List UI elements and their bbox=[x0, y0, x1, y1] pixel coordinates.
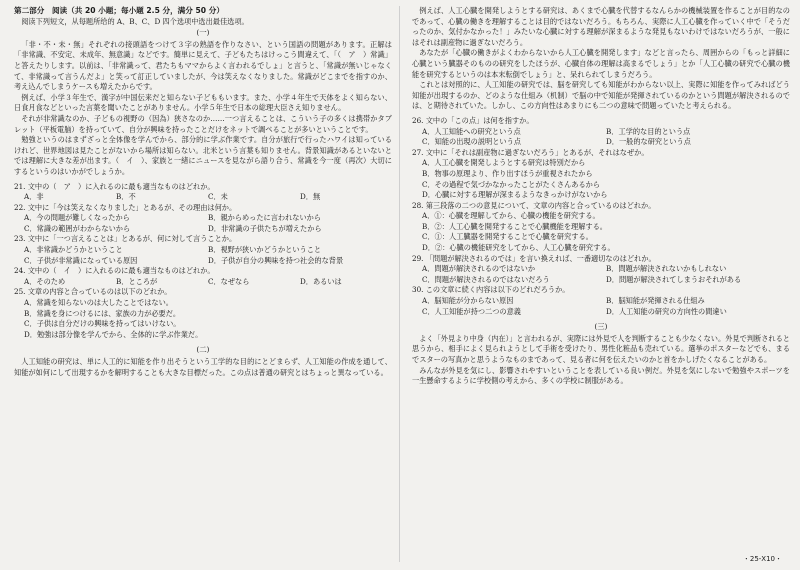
left-column bbox=[14, 6, 392, 378]
option-b[interactable]: B．不 bbox=[116, 192, 136, 202]
options bbox=[412, 211, 790, 253]
option-a[interactable]: A．今の問題が難しくなったから bbox=[24, 213, 130, 223]
question-28 bbox=[412, 201, 790, 254]
option-a[interactable]: A．常識を知らないのは大したことではない。 bbox=[24, 298, 173, 308]
question-27 bbox=[412, 148, 790, 201]
passage1-p1: 「非・不・未・無」それぞれの接頭語をつけて３字の熟語を作りなさい、という国語の問題があります。正解は「非常識、不安定、未成年、無意識」などです。簡単に見えて、子どもたちはけっこう間違えて、「（ ア ）常識」と答えたりします。以前は、「非常識って、君たちもママからよく言われるでしょ」と言うと、「常識が無いじゃなくて、非常識って言うんだよ」と笑って訂正していましたが、今は笑えなくなりました。常識がどこまでを指すのか、考え込んでしまうケースも増えたからです。 bbox=[14, 39, 392, 92]
question-text: 30. この文章に続く内容は以下のどれだろうか。 bbox=[412, 285, 570, 295]
passage2-label: (二) bbox=[196, 345, 210, 355]
passage3-label: (三) bbox=[594, 322, 608, 332]
question-29 bbox=[412, 254, 790, 286]
option-d[interactable]: D．問題が解決されてしまうおそれがある bbox=[606, 274, 742, 284]
passage1-p3: それが非常識なのか、子どもの視野の（因為）狭さなのか……一つ言えることは、こういう子の多くは携帯かタブレット（平板電脑）を持っていて、自分が興味を持ったことだけをネットで調べることが多いということです。 bbox=[14, 113, 392, 134]
question-26 bbox=[412, 116, 790, 148]
options bbox=[14, 192, 392, 203]
passage2-p1: 人工知能の研究は、単に人工的に知能を作り出そうという工学的な目的にとどまらず、人工知能の作成を通して、知能が如何にして出現するかを解明することも大きな目標だった。この点は普通の研究とはちょっと異なっている。 bbox=[14, 357, 392, 377]
option-b[interactable]: B．ところが bbox=[116, 276, 158, 286]
option-b[interactable]: B．②：人工心臓を開発することで心臓機能を理解する。 bbox=[422, 221, 607, 231]
option-c[interactable]: C．人工知能が持つ二つの意義 bbox=[422, 306, 521, 316]
option-b[interactable]: B．親からめったに言われないから bbox=[208, 213, 322, 223]
option-a[interactable]: A．脳知能が分からない原因 bbox=[422, 296, 514, 306]
instruction: 阅读下列短文，从每题所给的 A、B、C、D 四个选项中选出最佳选项。 bbox=[21, 16, 249, 26]
option-b[interactable]: B．常識を身につけるには、家族の力が必要だ。 bbox=[24, 308, 181, 318]
option-d[interactable]: D．②：心臓の機能研究をしてから、人工心臓を研究する。 bbox=[422, 243, 615, 253]
question-text: 26. 文中の「この点」は何を指すか。 bbox=[412, 115, 534, 125]
option-d[interactable]: D．非常識の子供たちが増えたから bbox=[208, 223, 322, 233]
passage2-p4: これとは対照的に、人工知能の研究では、脳を研究しても知能がわからない以上、実際に知能を作ってみればどう知能が出現するのか、どのような仕組み（机制）で脳の中で知能が発揮されているのかという問題が解決されるのでは、と期待されていた。しかし、この方向性はあまりにも二つの意味で問題っていたと考えられる。 bbox=[412, 80, 790, 111]
passage2-p3: あなたが「心臓の働きがよくわからないから人工心臓を開発します」などと言ったら、周囲からの「もっと詳細に心臓という臓器そのものの研究をしたほうが、心臓自体の理解は高まるでしょう」とか「人工心臓の研究で心臓の機能を研究するというのは本末転倒でしょう」と、呆れられてしまうだろう。 bbox=[412, 48, 790, 79]
option-c[interactable]: C．子供が非常識になっている原因 bbox=[24, 255, 138, 265]
option-a[interactable]: A．そのため bbox=[24, 276, 66, 286]
options bbox=[14, 213, 392, 234]
options bbox=[412, 127, 790, 148]
option-b[interactable]: B．視野が狭いかどうかということ bbox=[208, 245, 322, 255]
question-text: 21. 文中の（ ア ）に入れるのに最も適当なものはどれか。 bbox=[14, 181, 215, 191]
right-column bbox=[412, 6, 790, 387]
question-text: 29. 「問題が解決されるのでは」を言い換えれば、一番適切なのはどれか。 bbox=[412, 253, 656, 263]
option-c[interactable]: C．常識の範囲がわからないから bbox=[24, 223, 131, 233]
question-text: 27. 文中に「それは副産物に過ぎないだろう」とあるが、それはなぜか。 bbox=[412, 147, 649, 157]
page-number: ・25-X10・ bbox=[742, 555, 782, 563]
passage3-p2: みんなが外見を気にし、影響されやすいということを表している良い例だ。外見を気にしないで勉強やスポーツを一生懸命するように学校側の考えから、多くの学校に制服がある。 bbox=[412, 365, 790, 386]
column-divider bbox=[399, 6, 400, 562]
option-b[interactable]: B．脳知能が発揮される仕組み bbox=[606, 296, 705, 306]
question-text: 28. 第三段落の二つの意見について、文章の内容と合っているのはどれか。 bbox=[412, 200, 656, 210]
option-d[interactable]: D．子供が自分の興味を持つ社会的な背景 bbox=[208, 255, 344, 265]
passage1-label: (一) bbox=[196, 28, 210, 38]
passage2-p2: 例えば、人工心臓を開発しようとする研究は、あくまで心臓を代替するなんらかの機械装置を作ることが目的なのであって、心臓の働きを理解することは目的ではないだろう。もちろん、実際に人工心臓を作っていく中で「そうだったのか、気付かなかった！」みたいな心臓に対する理解が深まるような発見もないわけではないだろうが、一般にはそれは副産物に過ぎないだろう。 bbox=[412, 6, 790, 47]
passage1-p4: 勉強というのはまずざっと全体像を学んでから、部分的に学ぶ作業です。自分が旅行で行ったハワイは知っているけれど、世界地図は見たことがないから場所は知らない。北米という言葉も知りません。背景知識があるといないとでは理解に大きな差が出ます。（ イ ）、家族と一緒にニュースを見ながら語り合う、常識を今一度（再次）大切にするというのはいかがでしょうか。 bbox=[14, 135, 392, 176]
passage3-p1: よく「外見より中身（内在）」と言われるが、実際には外見で人を判断することも少なくない。外見で判断されると思うから、相手によく見られようとして手術を受けたり、男性化粧品も売れている。選挙のポスターなどでも、まるでスターの写真かと思うようなものまであって、見る者に何を伝えたいのかと首をかしげたくなることがある。 bbox=[412, 333, 790, 364]
option-a[interactable]: A．人工知能への研究という点 bbox=[422, 126, 521, 136]
question-23 bbox=[14, 234, 392, 266]
question-text: 24. 文中の（ イ ）に入れるのに最も適当なものはどれか。 bbox=[14, 266, 215, 276]
question-25 bbox=[14, 287, 392, 340]
options bbox=[412, 264, 790, 285]
option-c[interactable]: C．①：人工臓器を開発することで心臓を研究する。 bbox=[422, 232, 593, 242]
passage1-p2: 例えば、小学３年生で、漢字が中国伝来だと知らない子どももいます。また、小学４年生で天体をよく知らない、日食月食などといった言葉を聞いたことがありません。小学５年生で日本の総理大臣さえ知りません。 bbox=[14, 92, 392, 113]
option-d[interactable]: D．あるいは bbox=[300, 276, 342, 286]
option-c[interactable]: C．未 bbox=[208, 192, 228, 202]
question-21 bbox=[14, 182, 392, 203]
option-a[interactable]: A．人工心臓を開発しようとする研究は特別だから bbox=[422, 158, 586, 168]
option-d[interactable]: D．人工知能の研究の方向性の間違い bbox=[606, 306, 727, 316]
option-c[interactable]: C．子供は自分だけの興味を持ってはいけない。 bbox=[24, 319, 181, 329]
option-c[interactable]: C．知能の出現の説明という点 bbox=[422, 137, 521, 147]
options bbox=[412, 158, 790, 200]
option-d[interactable]: D．勉強は部分像を学んでから、全体的に学ぶ作業だ。 bbox=[24, 329, 203, 339]
option-d[interactable]: D．一般的な研究という点 bbox=[606, 137, 691, 147]
options bbox=[14, 245, 392, 266]
option-b[interactable]: B．問題が解決されないかもしれない bbox=[606, 264, 727, 274]
options bbox=[412, 296, 790, 317]
option-a[interactable]: A．非 bbox=[24, 192, 44, 202]
option-b[interactable]: B．物事の原理より、作り出すほうが重視されたから bbox=[422, 168, 593, 178]
option-a[interactable]: A．①：心臓を理解してから、心臓の機能を研究する。 bbox=[422, 211, 600, 221]
question-24 bbox=[14, 266, 392, 287]
option-d[interactable]: D．心臓に対する理解が深まるようなきっかけがないから bbox=[422, 190, 608, 200]
question-22 bbox=[14, 203, 392, 235]
option-c[interactable]: C．なぜなら bbox=[208, 276, 250, 286]
question-text: 23. 文中に「一つ言えることは」とあるが、何に対して言うことか。 bbox=[14, 234, 237, 244]
option-c[interactable]: C．その過程で気づかなかったことがたくさんあるから bbox=[422, 179, 601, 189]
option-b[interactable]: B．工学的な目的という点 bbox=[606, 126, 691, 136]
part-title: 第二部分 阅读（共 20 小题；每小题 2.5 分，满分 50 分） bbox=[14, 6, 224, 15]
question-30 bbox=[412, 285, 790, 317]
options bbox=[14, 298, 392, 340]
option-d[interactable]: D．無 bbox=[300, 192, 321, 202]
option-c[interactable]: C．問題が解決されるのではないだろう bbox=[422, 274, 550, 284]
options bbox=[14, 277, 392, 288]
option-a[interactable]: A．問題が解決されるのではないか bbox=[422, 264, 536, 274]
option-a[interactable]: A．非常識かどうかということ bbox=[24, 245, 123, 255]
question-text: 22. 文中に「今は笑えなくなりました」とあるが、その理由は何か。 bbox=[14, 202, 237, 212]
question-text: 25. 文章の内容と合っているのは以下のどれか。 bbox=[14, 287, 172, 297]
